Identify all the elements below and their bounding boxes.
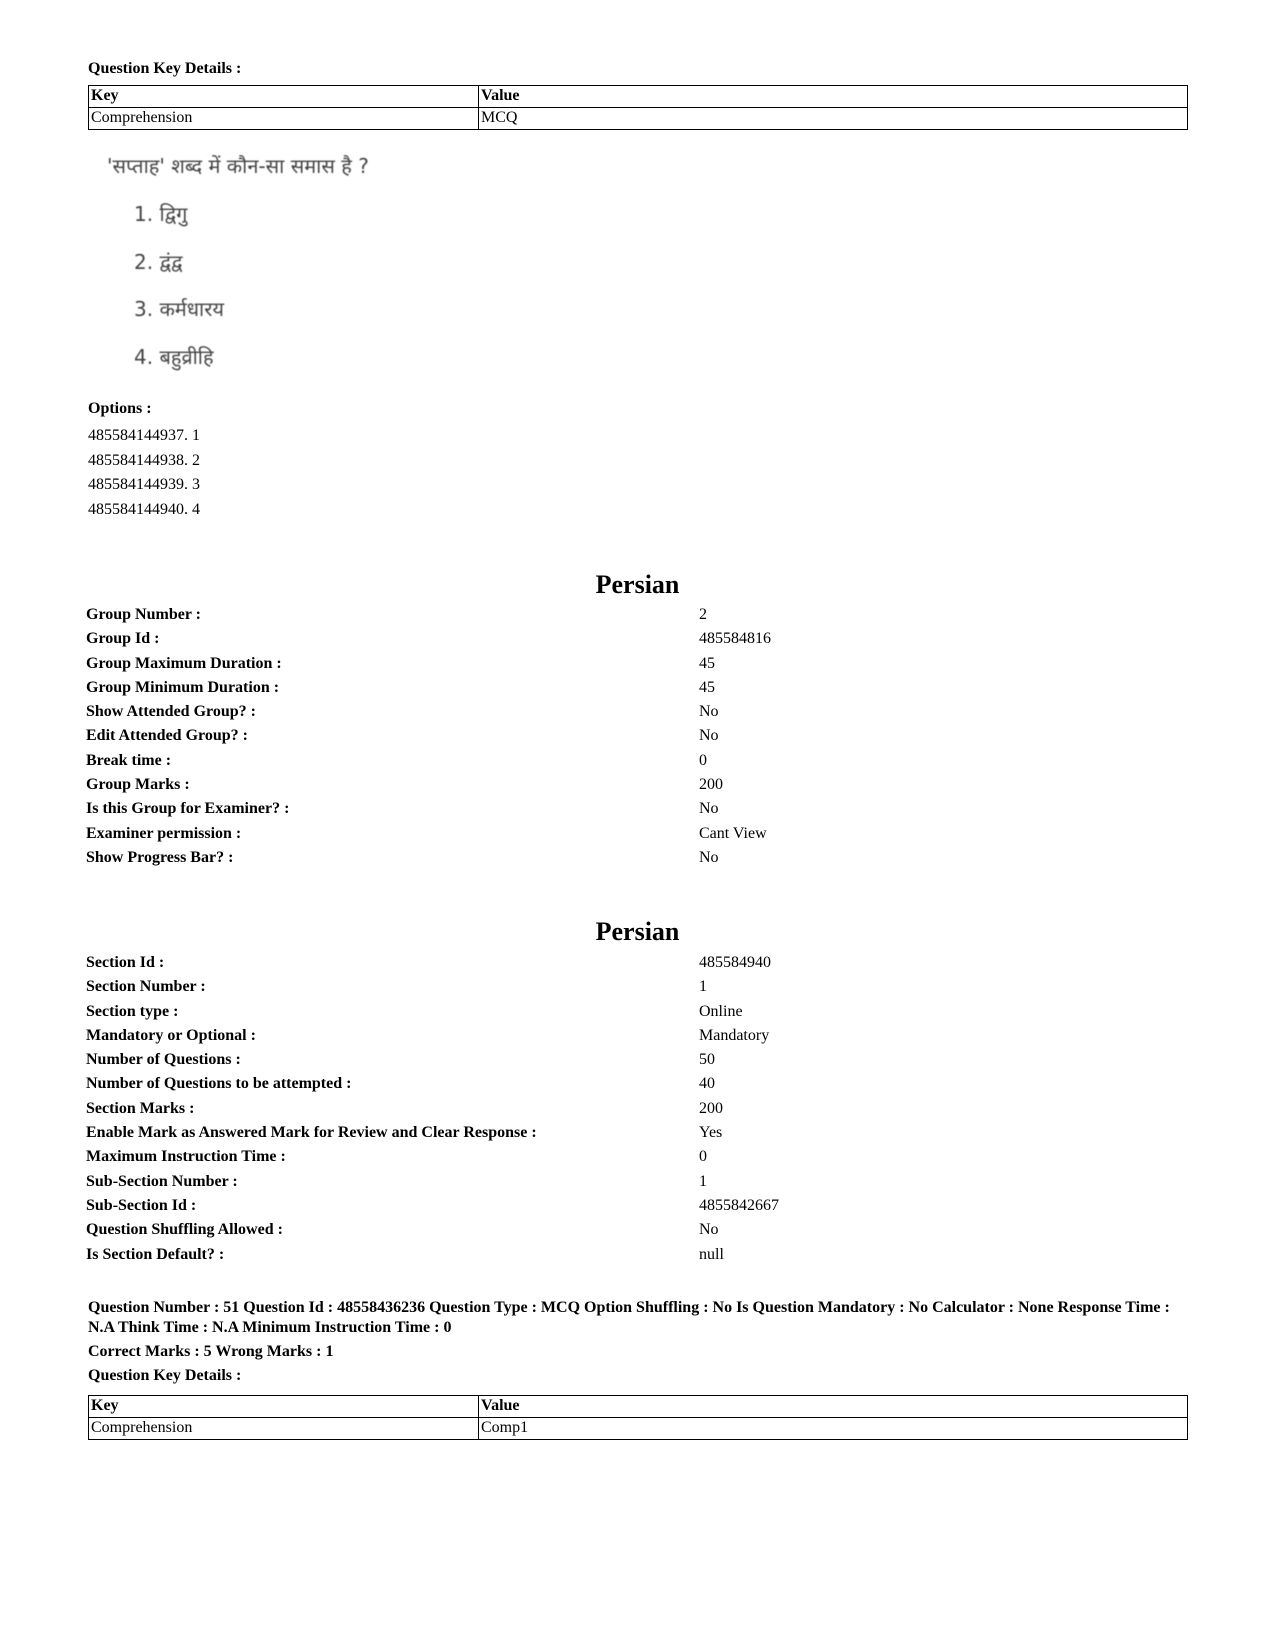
table-row [89, 1418, 1188, 1440]
detail-label: Section type : [86, 1002, 179, 1020]
detail-value: 0 [699, 751, 707, 769]
detail-value: 1 [699, 1172, 707, 1190]
detail-value: 45 [699, 654, 715, 672]
detail-value: 1 [699, 978, 707, 996]
options-list [88, 424, 200, 522]
group-title: Persian [595, 570, 680, 599]
detail-label: Group Marks : [86, 776, 190, 794]
detail-label: Show Attended Group? : [86, 703, 256, 721]
question-key-details-label: Question Key Details : [88, 1367, 242, 1384]
option-item: 485584144938. 2 [88, 451, 200, 469]
detail-label: Sub-Section Id : [86, 1196, 197, 1214]
table-cell: Comprehension [89, 108, 479, 130]
detail-value: Cant View [699, 824, 767, 842]
detail-value: 0 [699, 1148, 707, 1166]
detail-label: Mandatory or Optional : [86, 1026, 256, 1044]
detail-label: Section Marks : [86, 1099, 195, 1117]
detail-label: Enable Mark as Answered Mark for Review and Clear Response : [86, 1124, 537, 1142]
option-item: 485584144940. 4 [88, 500, 200, 518]
detail-value: No [699, 1221, 719, 1239]
detail-label: Examiner permission : [86, 824, 242, 842]
question-key-table [88, 85, 1188, 130]
detail-label: Edit Attended Group? : [86, 727, 248, 745]
detail-value: 2 [699, 606, 707, 623]
question-key-details-label: Question Key Details : [88, 60, 242, 77]
detail-label: Group Minimum Duration : [86, 678, 280, 696]
table-cell: Comp1 [479, 1418, 1188, 1440]
detail-value: null [699, 1245, 724, 1263]
detail-label: Section Id : [86, 954, 165, 971]
detail-label: Maximum Instruction Time : [86, 1148, 286, 1166]
detail-value: 45 [699, 678, 715, 696]
detail-value: 200 [699, 776, 723, 794]
detail-value: 4855842667 [699, 1196, 779, 1214]
question-info-line: Question Number : 51 Question Id : 48558436236 Question Type : MCQ Option Shuffling : No Is Question Mandatory : No Calculator : None Response Time : N.A Think Time : N.A Minimum Instruction Time : 0 [88, 1299, 1170, 1336]
detail-label: Section Number : [86, 978, 206, 996]
question-option: 2. द्वंद्व [134, 250, 183, 274]
options-label: Options : [88, 400, 152, 417]
table-header-value: Value [479, 1396, 1188, 1418]
question-option: 3. कर्मधारय [134, 297, 225, 321]
table-header-key: Key [89, 86, 479, 108]
detail-label: Number of Questions to be attempted : [86, 1075, 352, 1093]
detail-value: 485584940 [699, 954, 771, 971]
detail-value: 485584816 [699, 630, 771, 648]
detail-label: Group Number : [86, 606, 201, 623]
detail-value: 40 [699, 1075, 715, 1093]
table-header-row [89, 86, 1188, 108]
detail-value: Yes [699, 1124, 723, 1142]
detail-value: No [699, 703, 719, 721]
detail-value: 200 [699, 1099, 723, 1117]
detail-label: Group Maximum Duration : [86, 654, 282, 672]
detail-value: No [699, 848, 719, 866]
detail-label: Group Id : [86, 630, 160, 648]
detail-label: Sub-Section Number : [86, 1172, 238, 1190]
detail-label: Is Section Default? : [86, 1245, 225, 1263]
table-header-row [89, 1396, 1188, 1418]
detail-value: 50 [699, 1051, 715, 1069]
question-image [107, 152, 407, 392]
detail-label: Show Progress Bar? : [86, 848, 234, 866]
detail-value: No [699, 727, 719, 745]
detail-value: Online [699, 1002, 743, 1020]
question-marks-line: Correct Marks : 5 Wrong Marks : 1 [88, 1343, 334, 1360]
table-row [89, 108, 1188, 130]
table-cell: MCQ [479, 108, 1188, 130]
detail-value: No [699, 800, 719, 818]
section-title: Persian [595, 917, 680, 946]
table-header-key: Key [89, 1396, 479, 1418]
question-info [88, 1298, 1198, 1386]
option-item: 485584144937. 1 [88, 427, 200, 444]
question-option: 1. द्विगु [134, 202, 188, 226]
detail-label: Number of Questions : [86, 1051, 241, 1069]
detail-label: Break time : [86, 751, 172, 769]
table-header-value: Value [479, 86, 1188, 108]
table-cell: Comprehension [89, 1418, 479, 1440]
question-text: 'सप्ताह' शब्द में कौन-सा समास है ? [107, 154, 369, 178]
option-item: 485584144939. 3 [88, 476, 200, 493]
question-key-table [88, 1395, 1188, 1440]
detail-label: Question Shuffling Allowed : [86, 1221, 283, 1239]
question-option: 4. बहुव्रीहि [134, 345, 214, 369]
detail-value: Mandatory [699, 1026, 770, 1044]
detail-label: Is this Group for Examiner? : [86, 800, 290, 818]
